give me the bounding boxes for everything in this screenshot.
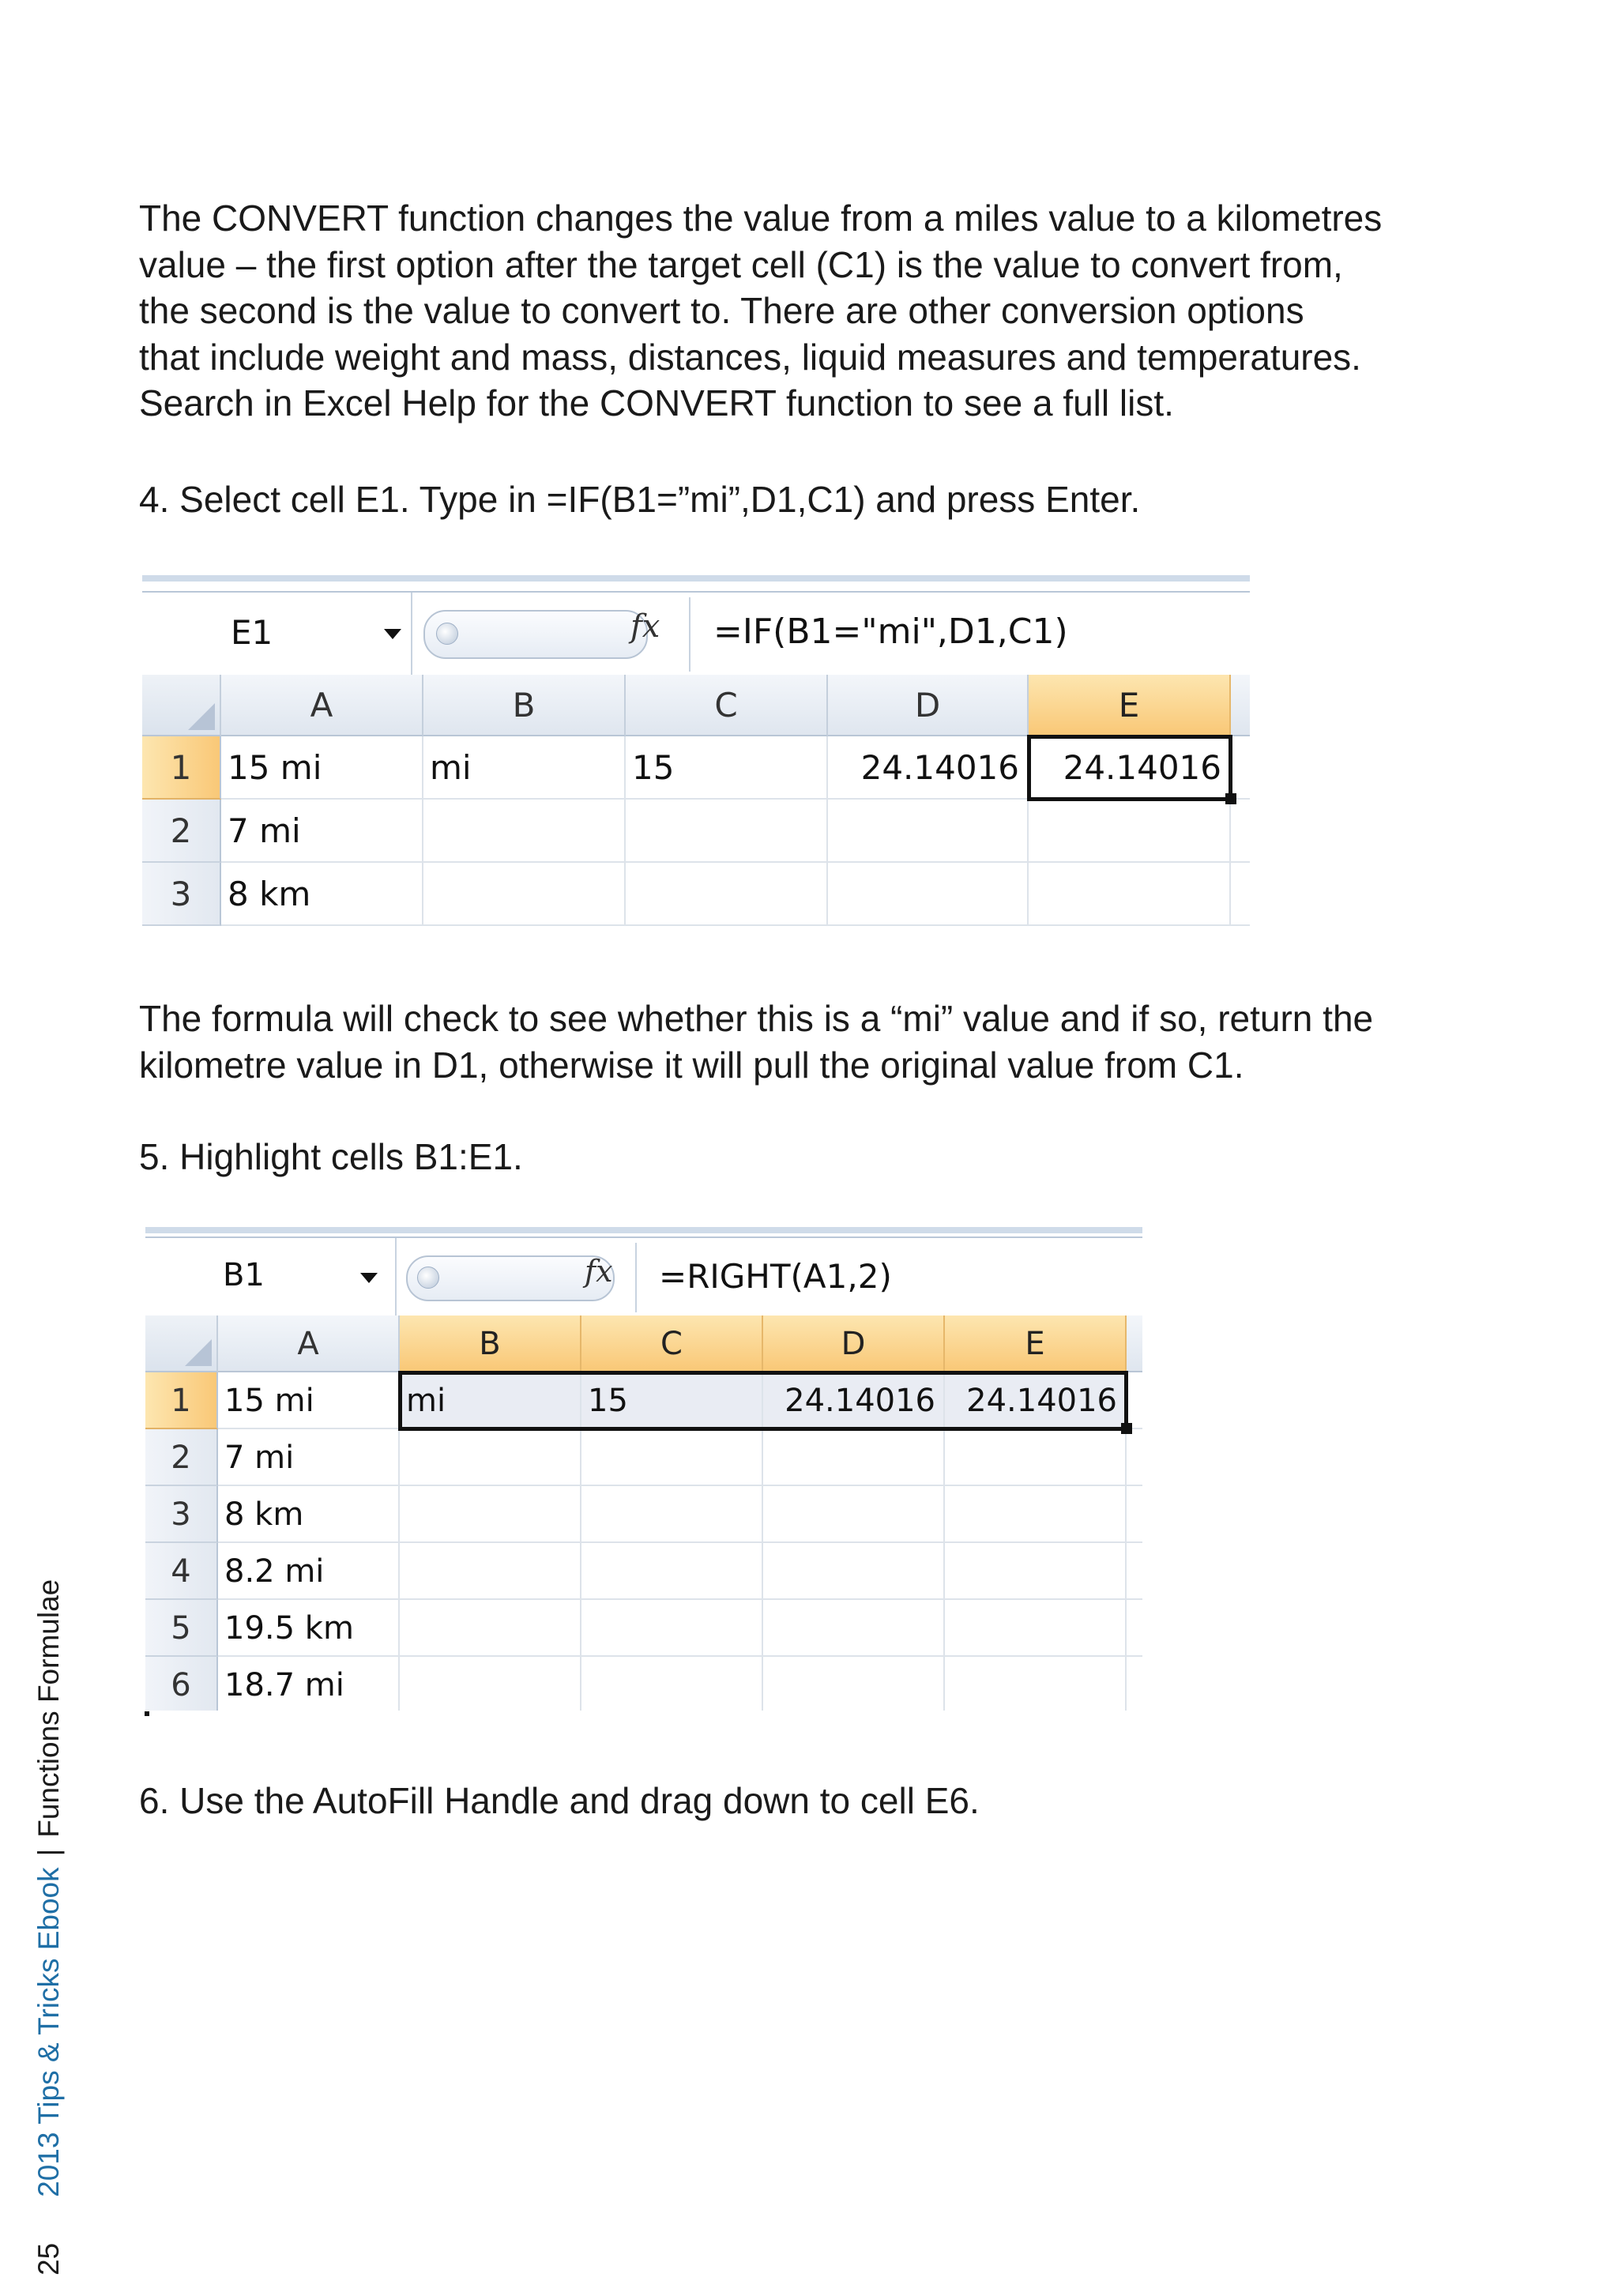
- cell-c3[interactable]: [626, 863, 828, 926]
- formula-resize-control[interactable]: [406, 1255, 615, 1301]
- autofill-handle[interactable]: [1225, 793, 1236, 804]
- stray-dot: [145, 1711, 149, 1716]
- page-footer-sidebar: [32, 1579, 66, 2275]
- page-number: 25: [32, 2242, 65, 2275]
- excel-screenshot-2: [145, 1227, 1142, 1711]
- cell-c6[interactable]: [581, 1657, 763, 1711]
- cell-b6[interactable]: [400, 1657, 581, 1711]
- cell-b4[interactable]: [400, 1543, 581, 1600]
- column-header-c[interactable]: C: [626, 675, 828, 736]
- row-header-3[interactable]: 3: [145, 1486, 218, 1543]
- column-header-a[interactable]: A: [218, 1315, 400, 1372]
- column-header-e[interactable]: E: [945, 1315, 1127, 1372]
- row-header-5[interactable]: 5: [145, 1600, 218, 1657]
- sheet-grid: [142, 675, 1250, 937]
- column-header-a[interactable]: A: [221, 675, 423, 736]
- book-title: 2013 Tips & Tricks Ebook: [32, 1867, 65, 2197]
- cell-b5[interactable]: [400, 1600, 581, 1657]
- cell-a1[interactable]: 15 mi: [218, 1372, 400, 1429]
- cell-e3[interactable]: [1029, 863, 1231, 926]
- function-icon[interactable]: fx: [630, 608, 660, 645]
- cell-stub: [1127, 1600, 1142, 1657]
- cell-e4[interactable]: [945, 1543, 1127, 1600]
- intro-line: Search in Excel Help for the CONVERT function to see a full list.: [139, 382, 1174, 423]
- cell-c3[interactable]: [581, 1486, 763, 1543]
- name-box-value: E1: [231, 613, 273, 652]
- cell-stub: [1231, 736, 1250, 800]
- formula-text[interactable]: =RIGHT(A1,2): [659, 1257, 892, 1296]
- cell-c2[interactable]: [581, 1429, 763, 1486]
- row-header-1[interactable]: 1: [145, 1372, 218, 1429]
- cell-c5[interactable]: [581, 1600, 763, 1657]
- cell-stub: [1231, 800, 1250, 863]
- intro-line: that include weight and mass, distances, liquid measures and temperatures.: [139, 336, 1361, 378]
- column-header-b[interactable]: B: [400, 1315, 581, 1372]
- function-icon[interactable]: fx: [585, 1254, 613, 1289]
- name-box[interactable]: [142, 593, 412, 676]
- column-header-c[interactable]: C: [581, 1315, 763, 1372]
- cell-a4[interactable]: 8.2 mi: [218, 1543, 400, 1600]
- cell-d2[interactable]: [828, 800, 1029, 863]
- column-header-stub: [1127, 1315, 1142, 1372]
- chapter-title: Functions Formulae: [32, 1579, 65, 1838]
- cell-b3[interactable]: [400, 1486, 581, 1543]
- row-header-2[interactable]: 2: [145, 1429, 218, 1486]
- intro-line: the second is the value to convert to. There are other conversion options: [139, 290, 1304, 331]
- cell-stub: [1127, 1372, 1142, 1429]
- formula-bar: [142, 591, 1250, 678]
- cell-d6[interactable]: [763, 1657, 945, 1711]
- step-6-text: 6. Use the AutoFill Handle and drag down to cell E6.: [139, 1780, 980, 1821]
- cell-d1[interactable]: 24.14016: [763, 1372, 945, 1429]
- cell-stub: [1231, 863, 1250, 926]
- chevron-down-icon[interactable]: [384, 629, 401, 639]
- cell-b2[interactable]: [423, 800, 626, 863]
- cell-e5[interactable]: [945, 1600, 1127, 1657]
- cell-a6[interactable]: 18.7 mi: [218, 1657, 400, 1711]
- name-box-value: B1: [223, 1257, 265, 1293]
- cell-stub: [1127, 1543, 1142, 1600]
- select-all-corner[interactable]: [145, 1315, 218, 1372]
- selection-outline: [398, 1371, 1128, 1431]
- cell-b2[interactable]: [400, 1429, 581, 1486]
- formula-text[interactable]: =IF(B1="mi",D1,C1): [713, 612, 1068, 652]
- explanation-line: The formula will check to see whether this is a “mi” value and if so, return the: [139, 998, 1374, 1039]
- cell-c1[interactable]: 15: [581, 1372, 763, 1429]
- cell-e2[interactable]: [945, 1429, 1127, 1486]
- cell-stub: [1127, 1429, 1142, 1486]
- cell-d1[interactable]: 24.14016: [828, 736, 1029, 800]
- step-4-text: 4. Select cell E1. Type in =IF(B1=”mi”,D1,C1) and press Enter.: [139, 479, 1141, 520]
- formula-resize-control[interactable]: [423, 610, 648, 659]
- row-header-2[interactable]: 2: [142, 800, 221, 863]
- row-header-6[interactable]: 6: [145, 1657, 218, 1711]
- cell-a1[interactable]: 15 mi: [221, 736, 423, 800]
- cell-c4[interactable]: [581, 1543, 763, 1600]
- column-header-e[interactable]: E: [1029, 675, 1231, 736]
- cell-c1[interactable]: 15: [626, 736, 828, 800]
- name-box[interactable]: [145, 1238, 397, 1317]
- cell-b3[interactable]: [423, 863, 626, 926]
- cell-a3[interactable]: 8 km: [221, 863, 423, 926]
- step-5-text: 5. Highlight cells B1:E1.: [139, 1136, 523, 1177]
- cell-a3[interactable]: 8 km: [218, 1486, 400, 1543]
- selection-outline: [1027, 735, 1232, 801]
- column-header-stub: [1231, 675, 1250, 736]
- cell-e3[interactable]: [945, 1486, 1127, 1543]
- cell-a2[interactable]: 7 mi: [218, 1429, 400, 1486]
- row-header-3[interactable]: 3: [142, 863, 221, 926]
- cell-c2[interactable]: [626, 800, 828, 863]
- sheet-grid: [145, 1315, 1142, 1711]
- footer-separator: |: [32, 1848, 65, 1857]
- cell-e1[interactable]: 24.14016: [945, 1372, 1127, 1429]
- cell-e2[interactable]: [1029, 800, 1231, 863]
- cell-b1[interactable]: mi: [423, 736, 626, 800]
- column-header-d[interactable]: D: [763, 1315, 945, 1372]
- intro-line: The CONVERT function changes the value from a miles value to a kilometres: [139, 198, 1383, 239]
- cell-stub: [1127, 1657, 1142, 1711]
- row-header-1[interactable]: 1: [142, 736, 221, 800]
- cell-stub: [1127, 1486, 1142, 1543]
- intro-line: value – the first option after the target cell (C1) is the value to convert from,: [139, 243, 1343, 285]
- cell-d5[interactable]: [763, 1600, 945, 1657]
- cell-d3[interactable]: [763, 1486, 945, 1543]
- excel-screenshot-1: [142, 575, 1250, 937]
- select-all-corner[interactable]: [142, 675, 221, 736]
- cell-e1[interactable]: 24.14016: [1029, 736, 1231, 800]
- cell-d2[interactable]: [763, 1429, 945, 1486]
- cell-a2[interactable]: 7 mi: [221, 800, 423, 863]
- cell-b1[interactable]: mi: [400, 1372, 581, 1429]
- column-header-b[interactable]: B: [423, 675, 626, 736]
- column-header-d[interactable]: D: [828, 675, 1029, 736]
- cell-a5[interactable]: 19.5 km: [218, 1600, 400, 1657]
- formula-bar: [145, 1236, 1142, 1319]
- explanation-line: kilometre value in D1, otherwise it will pull the original value from C1.: [139, 1044, 1244, 1086]
- formula-explanation: [139, 996, 1498, 1088]
- intro-paragraph: [139, 195, 1498, 427]
- cell-e6[interactable]: [945, 1657, 1127, 1711]
- autofill-handle[interactable]: [1121, 1423, 1132, 1434]
- row-header-4[interactable]: 4: [145, 1543, 218, 1600]
- chevron-down-icon[interactable]: [360, 1273, 378, 1283]
- cell-d4[interactable]: [763, 1543, 945, 1600]
- cell-d3[interactable]: [828, 863, 1029, 926]
